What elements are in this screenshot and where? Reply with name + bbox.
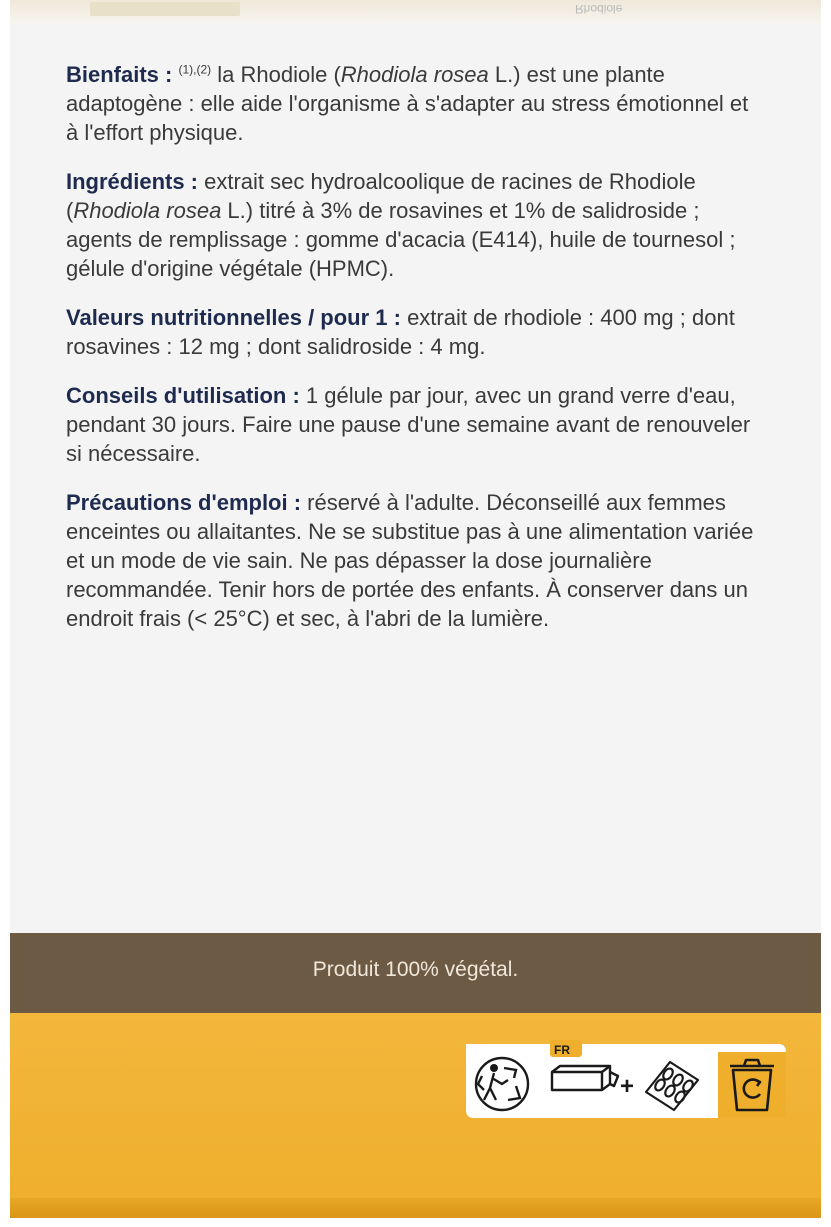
ingredients-text2: L.) titré à 3% de rosavines et 1% de salidroside ; agents de remplissage : gomme d'acacia (E414), huile de tournesol ; gélule d'origine végétale (HPMC).	[66, 198, 736, 281]
section-valeurs	[66, 303, 766, 361]
bienfaits-text2: L.) est une plante adaptogène : elle aide l'organisme à s'adapter au stress émotionnel et à l'effort physique.	[66, 62, 749, 145]
ingredients-label: Ingrédients :	[66, 169, 199, 194]
fr-tag: FR	[554, 1043, 570, 1057]
conseils-label: Conseils d'utilisation :	[66, 383, 300, 408]
section-bienfaits	[66, 60, 766, 147]
ingredients-latin: Rhodiola rosea	[73, 198, 222, 223]
section-conseils	[66, 381, 766, 468]
bienfaits-footnote: (1),(2)	[178, 62, 212, 77]
precautions-label: Précautions d'emploi :	[66, 490, 302, 515]
product-info	[66, 60, 766, 653]
conseils-text: 1 gélule par jour, avec un grand verre d'eau, pendant 30 jours. Faire une pause d'une semaine avant de renouveler si nécessaire.	[66, 383, 751, 466]
section-ingredients	[66, 167, 766, 283]
mirrored-brand: Rhodiole	[575, 2, 623, 16]
product-box-back	[10, 0, 821, 1218]
valeurs-label: Valeurs nutritionnelles / pour 1 :	[66, 305, 401, 330]
plus-sign: +	[620, 1073, 635, 1100]
box-bottom-edge	[10, 1198, 821, 1218]
mirrored-label-left	[90, 2, 240, 16]
vegetal-claim: Produit 100% végétal.	[312, 958, 519, 981]
valeurs-text: extrait de rhodiole : 400 mg ; dont rosavines : 12 mg ; dont salidroside : 4 mg.	[66, 305, 735, 359]
section-precautions	[66, 488, 766, 633]
ingredients-text1: extrait sec hydroalcoolique de racines de Rhodiole (	[66, 169, 696, 223]
bienfaits-latin: Rhodiola rosea	[340, 62, 489, 87]
bin-background	[718, 1052, 786, 1118]
bienfaits-label: Bienfaits :	[66, 62, 173, 87]
triman-recycling-info	[460, 1040, 792, 1122]
precautions-text: réservé à l'adulte. Déconseillé aux femmes enceintes ou allaitantes. Ne se substitue pas à une alimentation variée et un mode de vie sain. Ne pas dépasser la dose journalière recommandée. Tenir hors de portée des enfants. À conserver dans un endroit frais (< 25°C) et sec, à l'abri de la lumière.	[66, 490, 754, 631]
bienfaits-text1: la Rhodiole (	[211, 62, 341, 87]
